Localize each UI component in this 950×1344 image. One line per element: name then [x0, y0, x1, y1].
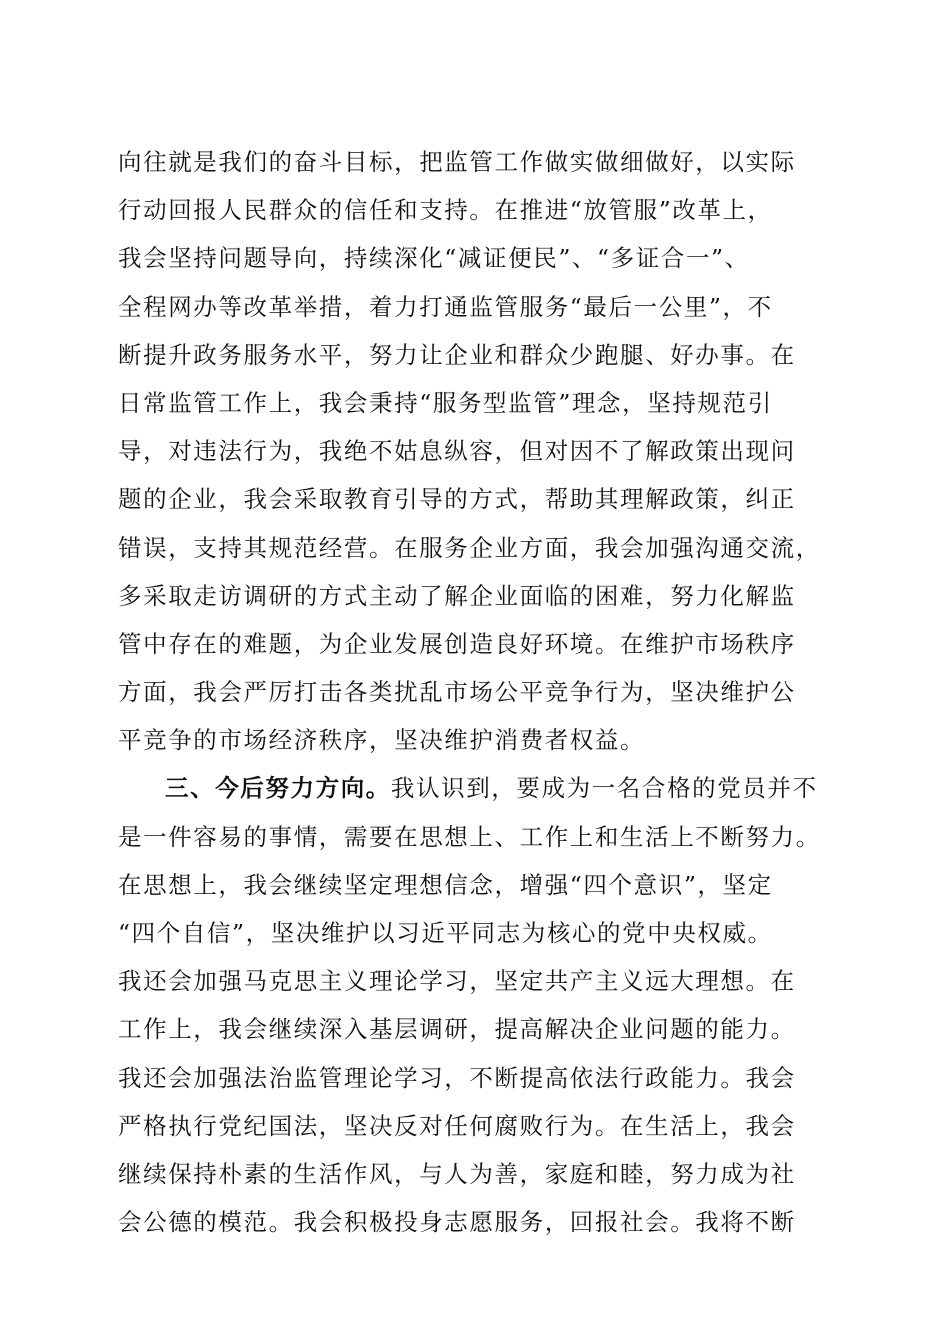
text-line: 工作上，我会继续深入基层调研，提高解决企业问题的能力。: [118, 1015, 796, 1044]
text-line: 严格执行党纪国法，坚决反对任何腐败行为。在生活上，我会: [118, 1111, 796, 1140]
section-three-first-line-text: 我认识到，要成为一名合格的党员并不: [390, 774, 818, 803]
section-three-first-line: [118, 764, 838, 812]
text-line: 向往就是我们的奋斗目标，把监管工作做实做细做好，以实际: [118, 148, 796, 176]
text-line: “四个自信”，坚决维护以习近平同志为核心的党中央权威。: [118, 919, 773, 947]
text-line: 行动回报人民群众的信任和支持。在推进“放管服”改革上，: [118, 196, 773, 225]
text-line: 管中存在的难题，为企业发展创造良好环境。在维护市场秩序: [118, 629, 796, 658]
text-line: 断提升政务服务水平，努力让企业和群众少跑腿、好办事。在: [118, 340, 796, 369]
text-line: 是一件容易的事情，需要在思想上、工作上和生活上不断努力。: [118, 822, 821, 851]
text-line: 继续保持朴素的生活作风，与人为善，家庭和睦，努力成为社: [118, 1159, 796, 1188]
text-line: 平竞争的市场经济秩序，坚决维护消费者权益。: [118, 726, 646, 755]
text-line: 日常监管工作上，我会秉持“服务型监管”理念，坚持规范引: [118, 388, 773, 417]
text-line: 多采取走访调研的方式主动了解企业面临的困难，努力化解监: [118, 581, 796, 610]
text-line: 会公德的模范。我会积极投身志愿服务，回报社会。我将不断: [118, 1208, 796, 1237]
text-line: 我还会加强马克思主义理论学习，坚定共产主义远大理想。在: [118, 967, 796, 996]
text-line: 全程网办等改革举措，着力打通监管服务“最后一公里”，不: [118, 292, 773, 321]
text-line: 在思想上，我会继续坚定理想信念，增强“四个意识”，坚定: [118, 870, 773, 899]
text-line: 题的企业，我会采取教育引导的方式，帮助其理解政策，纠正: [118, 485, 796, 514]
body-text: [118, 138, 838, 1246]
text-line: 我会坚持问题导向，持续深化“减证便民”、“多证合一”、: [118, 244, 750, 273]
section-heading: 三、今后努力方向。: [165, 774, 391, 803]
text-line: 错误，支持其规范经营。在服务企业方面，我会加强沟通交流，: [118, 533, 821, 562]
text-line: 方面，我会严厉打击各类扰乱市场公平竞争行为，坚决维护公: [118, 678, 796, 707]
text-line: 导，对违法行为，我绝不姑息纵容，但对因不了解政策出现问: [118, 437, 796, 466]
text-line: 我还会加强法治监管理论学习，不断提高依法行政能力。我会: [118, 1063, 796, 1092]
